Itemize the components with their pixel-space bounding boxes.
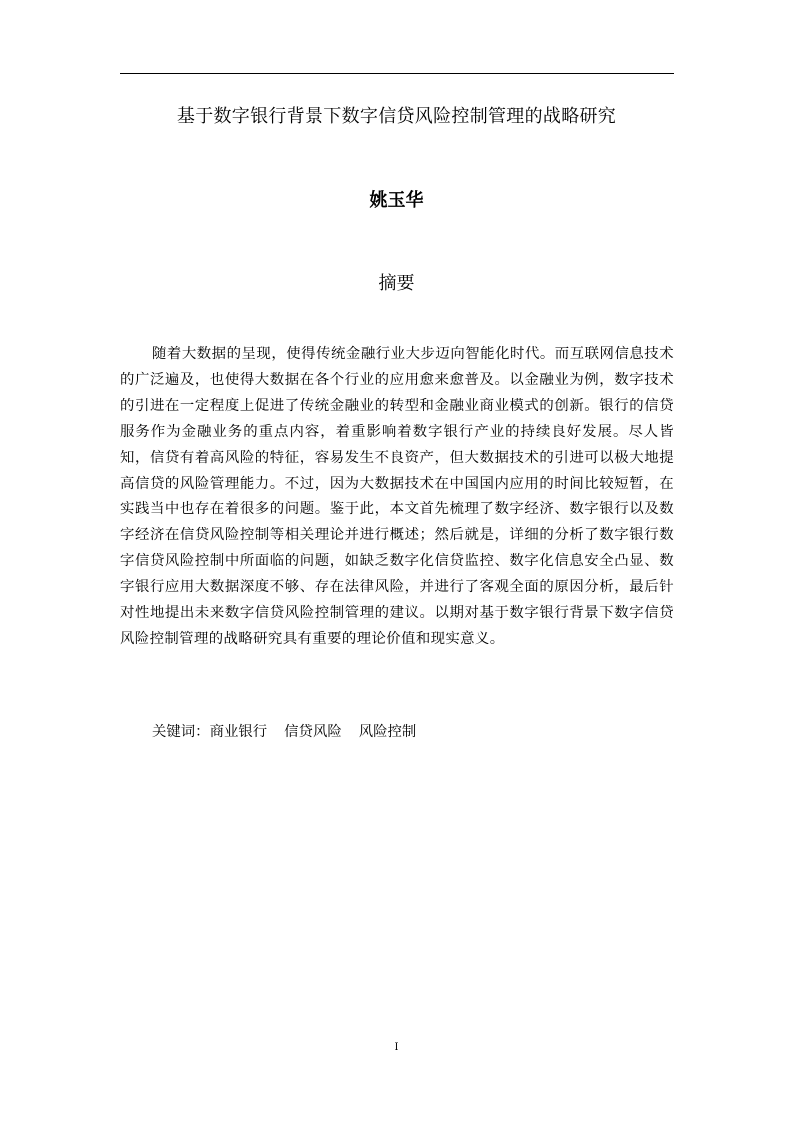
abstract-body: 随着大数据的呈现，使得传统金融行业大步迈向智能化时代。而互联网信息技术的广泛遍及，也使得大数据在各个行业的应用愈来愈普及。以金融业为例，数字技术的引进在一定程度上促进了传统金融业的转型和金融业商业模式的创新。银行的信贷服务作为金融业务的重点内容，着重影响着数字银行产业的持续良好发展。尽人皆知，信贷有着高风险的特征，容易发生不良资产，但大数据技术的引进可以极大地提高信贷的风险管理能力。不过，因为大数据技术在中国国内应用的时间比较短暂，在实践当中也存在着很多的问题。鉴于此，本文首先梳理了数字经济、数字银行以及数字经济在信贷风险控制等相关理论并进行概述；然后就是，详细的分析了数字银行数字信贷风险控制中所面临的问题，如缺乏数字化信贷监控、数字化信息安全凸显、数字银行应用大数据深度不够、存在法律风险，并进行了客观全面的原因分析，最后针对性地提出未来数字信贷风险控制管理的建议。以期对基于数字银行背景下数字信贷风险控制管理的战略研究具有重要的理论价值和现实意义。 bbox=[120, 346, 674, 647]
keyword: 风险控制 bbox=[358, 724, 417, 740]
keyword: 信贷风险 bbox=[284, 724, 342, 740]
header-rule bbox=[120, 73, 674, 74]
keyword: 商业银行 bbox=[209, 724, 268, 740]
page-number: I bbox=[394, 1042, 399, 1053]
author-name: 姚玉华 bbox=[369, 190, 424, 211]
paper-title: 基于数字银行背景下数字信贷风险控制管理的战略研究 bbox=[176, 106, 617, 127]
abstract-heading: 摘要 bbox=[378, 273, 415, 294]
keywords-label: 关键词： bbox=[152, 724, 210, 740]
keywords-line bbox=[152, 720, 674, 746]
